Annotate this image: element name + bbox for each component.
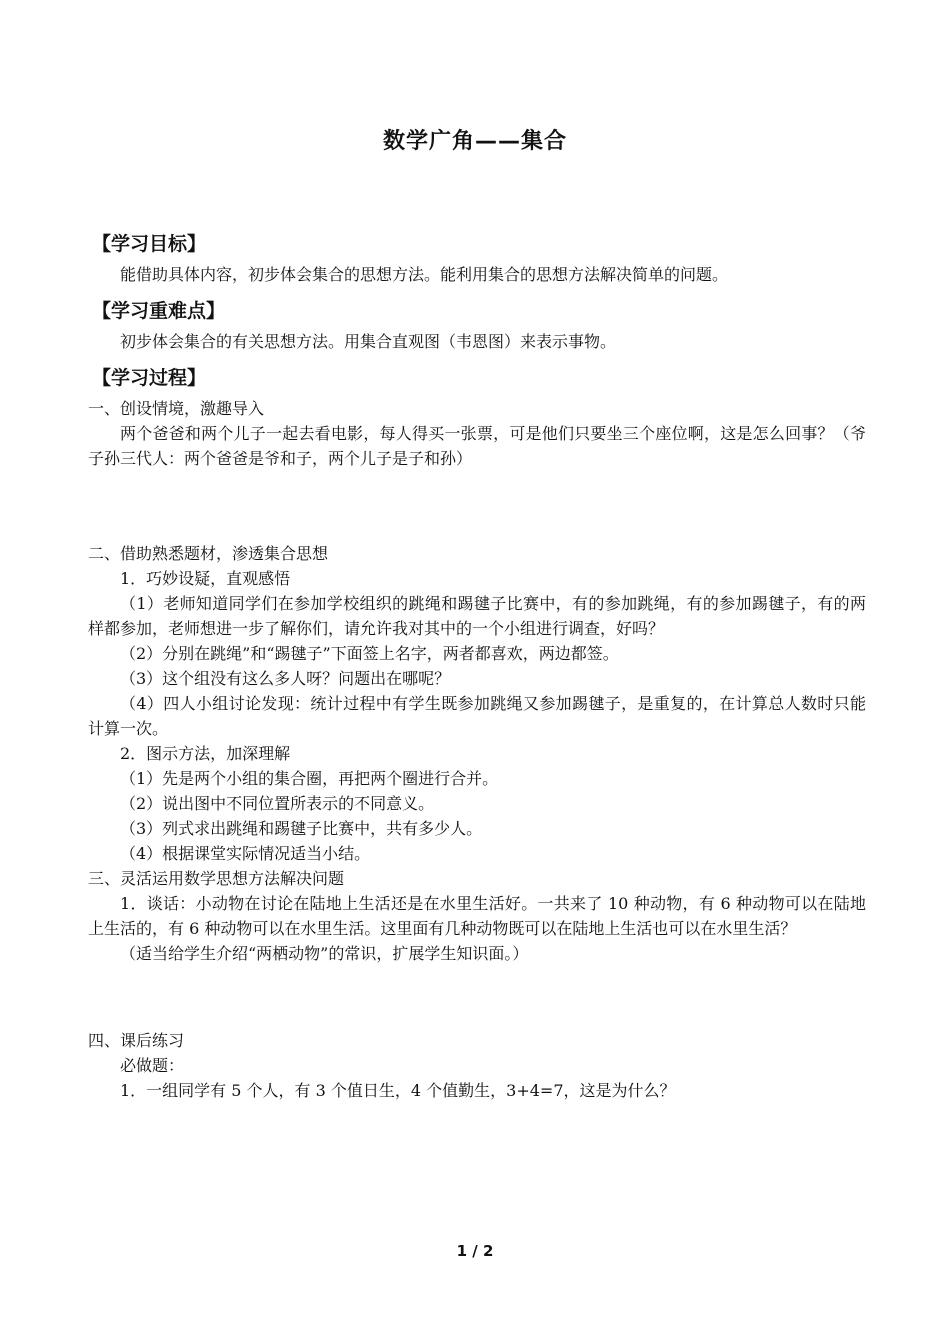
objectives-heading: 【学习目标】 bbox=[92, 233, 207, 255]
part4-q1: 1．一组同学有 5 个人，有 3 个值日生，4 个值勤生，3+4=7，这是为什么？ bbox=[120, 1081, 676, 1100]
key-points-text: 初步体会集合的有关思想方法。用集合直观图（韦恩图）来表示事物。 bbox=[120, 332, 617, 351]
part2-s2-3: （3）列式求出跳绳和踢毽子比赛中，共有多少人。 bbox=[120, 819, 483, 838]
part4-title: 四、课后练习 bbox=[88, 1031, 185, 1050]
part1-text: 两个爸爸和两个儿子一起去看电影，每人得买一张票，可是他们只要坐三个座位啊，这是怎么回事？（爷子孙三代人：两个爸爸是爷和子，两个儿子是子和孙） bbox=[88, 424, 866, 468]
part2-s2-1: （1）先是两个小组的集合圈，再把两个圈进行合并。 bbox=[120, 769, 499, 788]
objectives-text: 能借助具体内容，初步体会集合的思想方法。能利用集合的思想方法解决简单的问题。 bbox=[120, 265, 729, 284]
part4-required: 必做题： bbox=[120, 1056, 185, 1075]
document-body bbox=[88, 226, 866, 1103]
part2-title: 二、借助熟悉题材，渗透集合思想 bbox=[88, 544, 329, 563]
part2-s1-2: （2）分别在跳绳”和“踢毽子”下面签上名字，两者都喜欢，两边都签。 bbox=[120, 644, 619, 663]
part3-text: 1．谈话：小动物在讨论在陆地上生活还是在水里生活好。一共来了 10 种动物，有 6 种动物可以在陆地上生活的，有 6 种动物可以在水里生活。这里面有几种动物既可以在陆地上生活也可以在水里生活？ bbox=[88, 894, 866, 938]
part2-s1-1: （1）老师知道同学们在参加学校组织的跳绳和踢毽子比赛中，有的参加跳绳，有的参加踢毽子，有的两样都参加，老师想进一步了解你们，请允许我对其中的一个小组进行调查，好吗？ bbox=[88, 594, 866, 638]
page-title: 数学广角——集合 bbox=[382, 129, 567, 154]
part2-s2-4: （4）根据课堂实际情况适当小结。 bbox=[120, 844, 371, 863]
part1-title: 一、创设情境，激趣导入 bbox=[88, 399, 265, 418]
process-heading: 【学习过程】 bbox=[92, 367, 207, 389]
part2-s1-4: （4）四人小组讨论发现：统计过程中有学生既参加跳绳又参加踢毽子，是重复的，在计算总人数时只能计算一次。 bbox=[88, 694, 866, 738]
part2-sub2: 2．图示方法，加深理解 bbox=[120, 744, 291, 763]
part2-sub1: 1．巧妙设疑，直观感悟 bbox=[120, 569, 291, 588]
key-points-heading: 【学习重难点】 bbox=[92, 300, 226, 322]
part2-s2-2: （2）说出图中不同位置所表示的不同意义。 bbox=[120, 794, 435, 813]
part2-s1-3: （3）这个组没有这么多人呀？问题出在哪呢？ bbox=[120, 669, 451, 688]
part3-title: 三、灵活运用数学思想方法解决问题 bbox=[88, 869, 345, 888]
part3-note: （适当给学生介绍“两栖动物”的常识，扩展学生知识面。） bbox=[120, 944, 529, 963]
page-number: 1 / 2 bbox=[456, 1242, 494, 1260]
